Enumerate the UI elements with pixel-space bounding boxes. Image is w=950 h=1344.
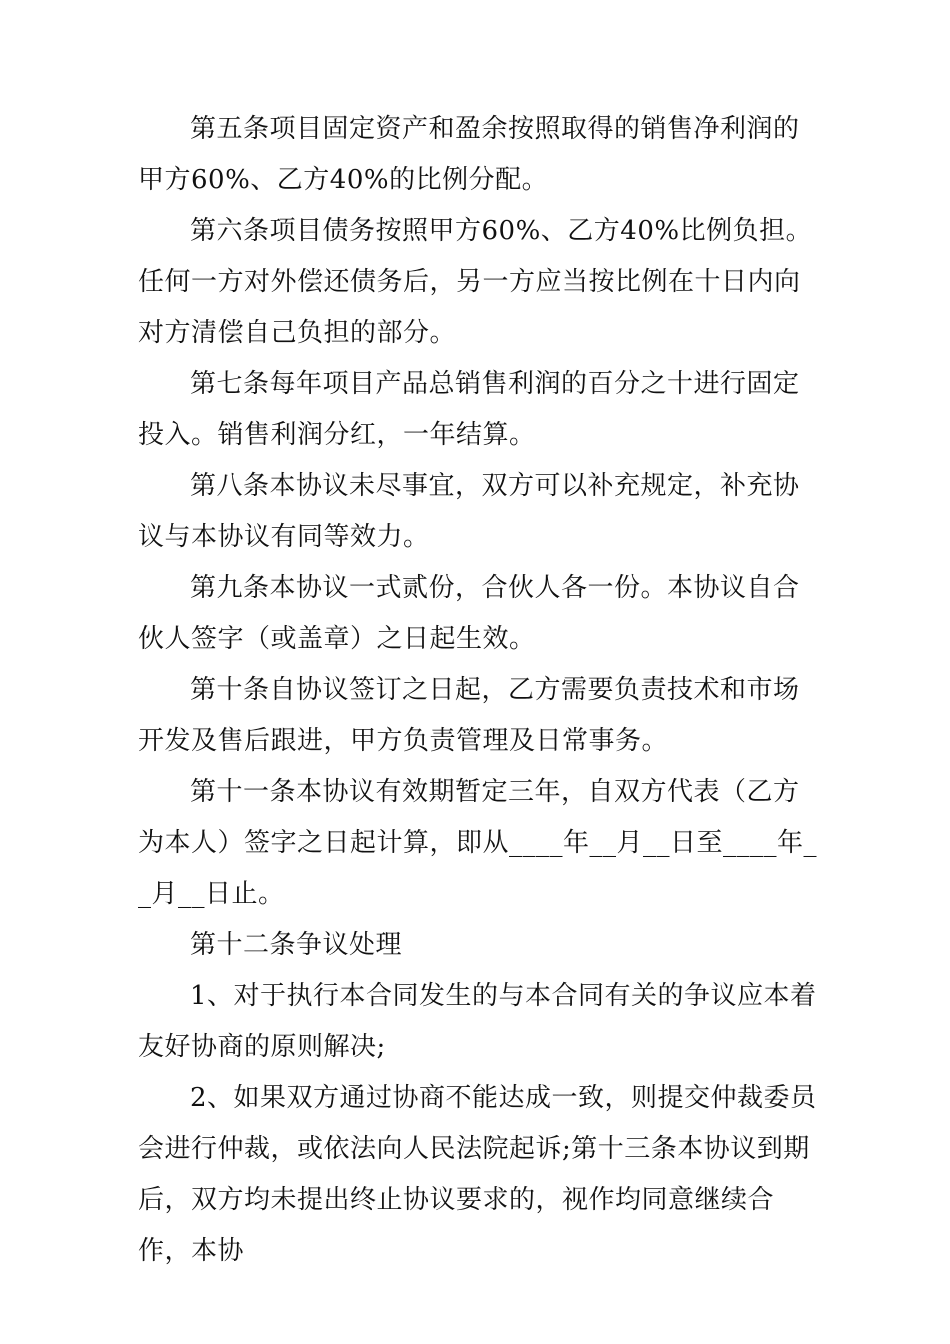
dispute-clause-1: 1、对于执行本合同发生的与本合同有关的争议应本着友好协商的原则解决;: [138, 981, 817, 1062]
article-7: 第七条每年项目产品总销售利润的百分之十进行固定投入。销售利润分红，一年结算。: [138, 369, 800, 450]
article-5: 第五条项目固定资产和盈余按照取得的销售净利润的甲方60%、乙方40%的比例分配。: [138, 114, 800, 195]
article-6: 第六条项目债务按照甲方60%、乙方40%比例负担。任何一方对外偿还债务后，另一方应当按比例在十日内向对方清偿自己负担的部分。: [138, 216, 813, 348]
document-body: [138, 104, 818, 1277]
dispute-clause-2: 2、如果双方通过协商不能达成一致，则提交仲裁委员会进行仲裁，或依法向人民法院起诉;第十三条本协议到期后，双方均未提出终止协议要求的，视作均同意继续合作，本协: [138, 1083, 817, 1266]
article-12-heading: 第十二条争议处理: [190, 930, 403, 960]
article-11: 第十一条本协议有效期暂定三年，自双方代表（乙方为本人）签字之日起计算，即从____年__月__日至____年__月__日止。: [138, 777, 818, 909]
article-8: 第八条本协议未尽事宜，双方可以补充规定，补充协议与本协议有同等效力。: [138, 471, 800, 552]
article-9: 第九条本协议一式贰份，合伙人各一份。本协议自合伙人签字（或盖章）之日起生效。: [138, 573, 800, 654]
article-10: 第十条自协议签订之日起，乙方需要负责技术和市场开发及售后跟进，甲方负责管理及日常事务。: [138, 675, 800, 756]
